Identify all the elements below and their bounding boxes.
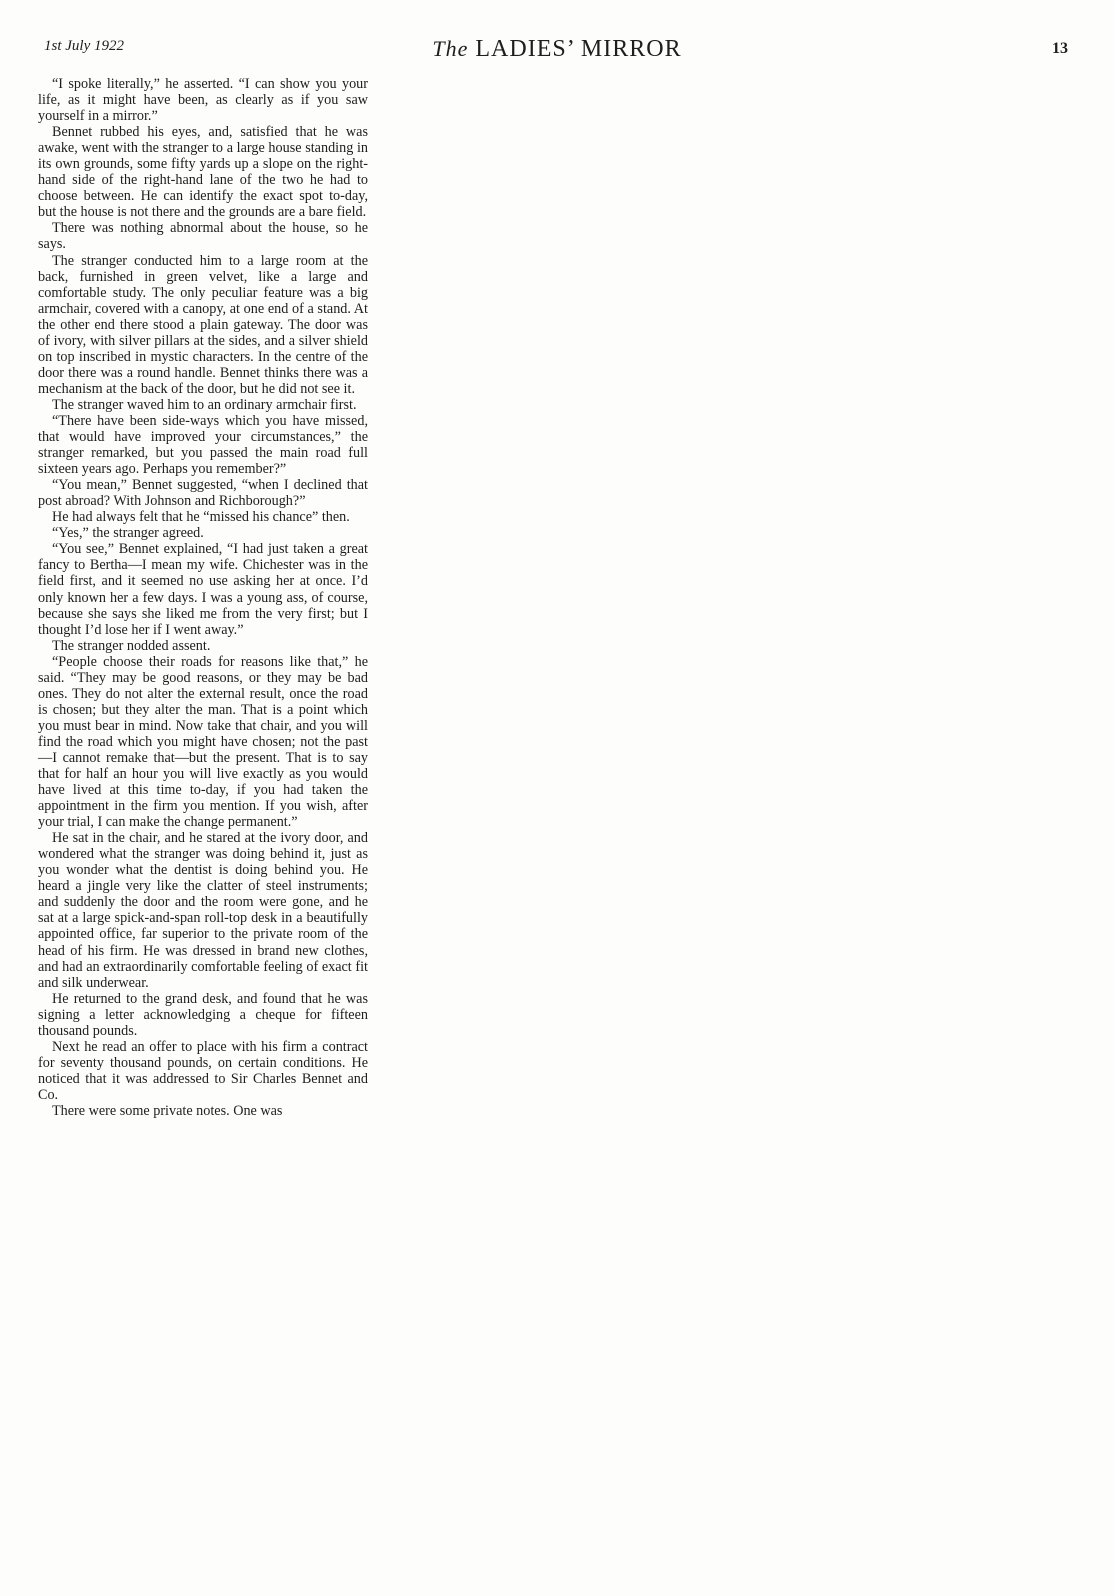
paragraph: “You mean,” Bennet suggested, “when I declined that post abroad? With Johnson and Richborough?” [38, 477, 368, 510]
paragraph: The stranger nodded assent. [52, 637, 211, 654]
title-prefix: The [432, 36, 469, 61]
paragraph: There was nothing abnormal about the house, so he says. [38, 220, 368, 253]
paragraph: There were some private notes. One was [52, 1103, 283, 1119]
magazine-title [0, 36, 1114, 63]
paragraph: “I spoke literally,” he asserted. “I can show you your life, as it might have been, as clearly as if you saw yourself in a mirror.” [38, 76, 368, 125]
paragraph: “There have been side-ways which you have missed, that would have improved your circumstances,” the stranger remarked, but you passed the main road full sixteen years ago. Perhaps you remember?” [38, 412, 368, 478]
paragraph: “You see,” Bennet explained, “I had just taken a great fancy to Bertha—I mean my wife. Chichester was in the field first, and it seemed no use asking her at once. I’d only known her a few days. I was a young ass, of course, because she says she liked me from the very first; but I thought I’d lose her if I went away.” [38, 541, 368, 638]
issue-date: 1st July 1922 [44, 38, 124, 54]
text-column-1 [38, 76, 368, 1119]
paragraph: The stranger conducted him to a large room at the back, furnished in green velvet, like a large and comfortable study. The only peculiar feature was a big armchair, covered with a canopy, at one end of a stand. At the other end there stood a plain gateway. The door was of ivory, with silver pillars at the sides, and a silver shield on top inscribed in mystic characters. In the centre of the door there was a round handle. Bennet thinks there was a mechanism at the back of the door, but he did not see it. [38, 252, 368, 397]
paragraph: Next he read an offer to place with his firm a contract for seventy thousand pounds, on certain conditions. He noticed that it was addressed to Sir Charles Bennet and Co. [38, 1038, 368, 1103]
title-main: LADIES’ MIRROR [475, 36, 682, 62]
paragraph: He sat in the chair, and he stared at the ivory door, and wondered what the stranger was doing behind it, just as you wonder what the dentist is doing behind you. He heard a jingle very like the clatter of steel instruments; and suddenly the door and the room were gone, and he sat at a large spick-and-span roll-top desk in a beautifully appointed office, far superior to the private room of the head of his firm. He was dressed in brand new clothes, and had an extraordinarily comfortable feeling of exact fit and silk underwear. [38, 830, 368, 991]
paragraph: He returned to the grand desk, and found that he was signing a letter acknowledging a cheque for fifteen thousand pounds. [38, 990, 368, 1039]
paragraph: Bennet rubbed his eyes, and, satisfied that he was awake, went with the stranger to a large house standing in its own grounds, some fifty yards up a slope on the right-hand side of the right-hand lane of the two he had to choose between. He can identify the exact spot to-day, but the house is not there and the grounds are a bare field. [38, 124, 368, 221]
paragraph: “Yes,” the stranger agreed. [52, 525, 204, 542]
paragraph: “People choose their roads for reasons like that,” he said. “They may be good reasons, or they may be bad ones. They do not alter the external result, once the road is chosen; but they alter the man. That is a point which you must bear in mind. Now take that chair, and you will find the road which you might have chosen; not the past—I cannot remake that—but the present. That is to say that for half an hour you will live exactly as you would have lived at this time to-day, if you had taken the appointment in the firm you mention. If you wish, after your trial, I can make the change permanent.” [38, 653, 368, 831]
page-number: 13 [1052, 40, 1068, 57]
paragraph: The stranger waved him to an ordinary armchair first. [52, 396, 357, 413]
paragraph: He had always felt that he “missed his chance” then. [52, 509, 350, 526]
